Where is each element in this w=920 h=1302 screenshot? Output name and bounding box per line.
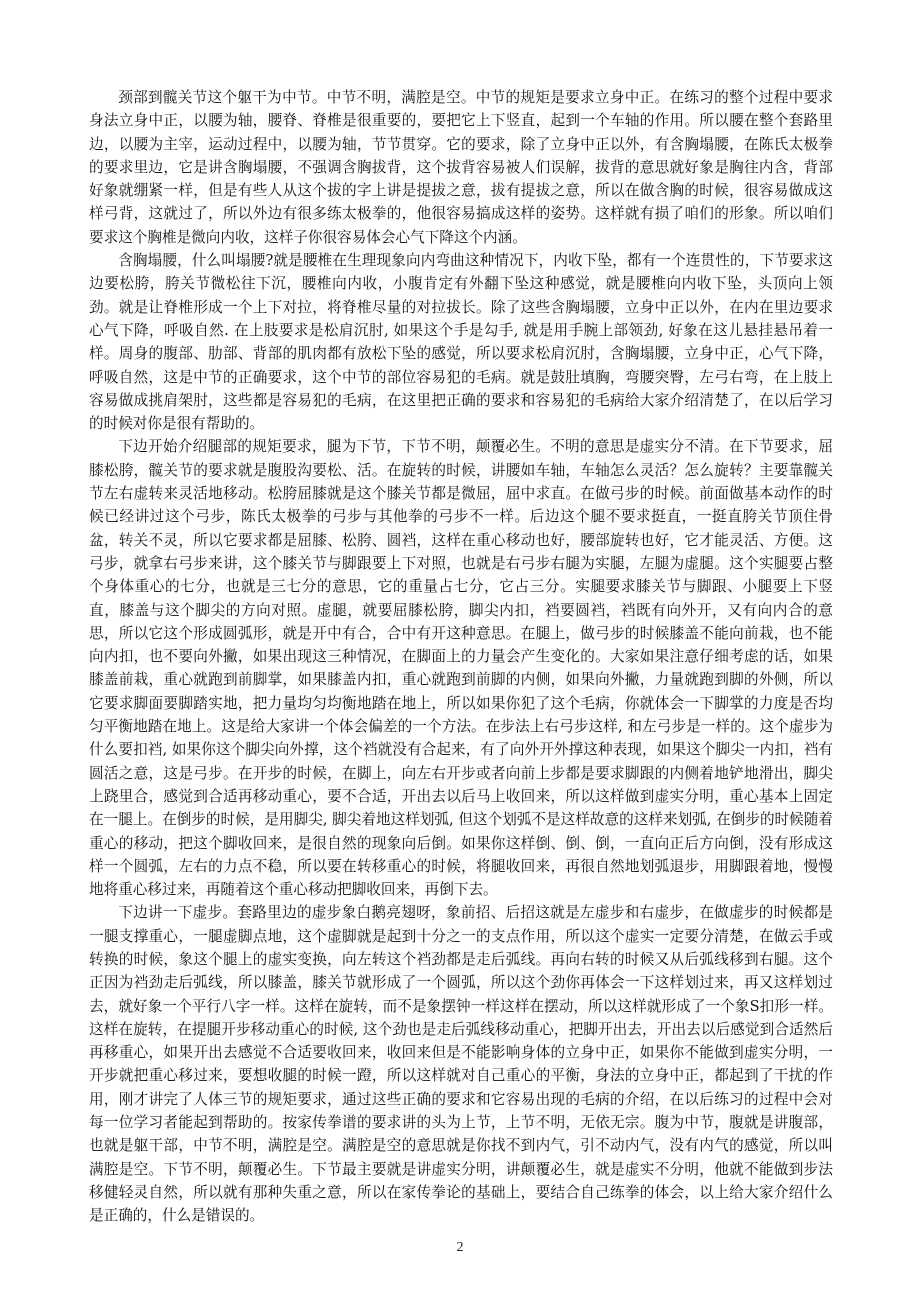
page-number: 2 <box>456 1240 464 1255</box>
paragraph: 含胸塌腰，什么叫塌腰?就是腰椎在生理现象向内弯曲这种情况下，内收下坠，都有一个连贯性的，下节要求这边要松胯，胯关节微松往下沉，腰椎向内收，小腹肯定有外翻下坠这种感觉，就是腰椎向内收下坠，头顶向上领劲。就是让脊椎形成一个上下对拉，将脊椎尽量的对拉拔长。除了这些含胸塌腰，立身中正以外，在内在里边要求心气下降，呼吸自然. 在上肢要求是松肩沉肘, 如果这个手是勾手, 就是用手腕上部领劲, 好象在这儿悬挂悬吊着一样。周身的腹部、肋部、背部的肌肉都有放松下坠的感觉，所以要求松肩沉肘，含胸塌腰，立身中正，心气下降，呼吸自然，这是中节的正确要求，这个中节的部位容易犯的毛病。就是鼓肚填胸，弯腰突臀，左弓右弯，在上肢上容易做成挑肩架肘，这些都是容易犯的毛病，在这里把正确的要求和容易犯的毛病给大家介绍清楚了，在以后学习的时候对你是很有帮助的。 <box>89 252 833 433</box>
paragraph: 颈部到髋关节这个躯干为中节。中节不明，满腔是空。中节的规矩是要求立身中正。在练习的整个过程中要求身法立身中正，以腰为轴，腰脊、脊椎是很重要的，要把它上下竖直，起到一个车轴的作用。所以腰在整个套路里边，以腰为主宰，运动过程中，以腰为轴，节节贯穿。它的要求，除了立身中正以外，有含胸塌腰，在陈氏太极拳的要求里边，它是讲含胸塌腰，不强调含胸拔背，这个拔背容易被人们误解，拔背的意思就好象是胸往内含，背部好象就绷紧一样，但是有些人从这个拔的字上讲是提拔之意，拔有提拔之意，所以在做含胸的时候，很容易做成这样弓背，这就过了，所以外边有很多练太极拳的，他很容易搞成这样的姿势。这样就有损了咱们的形象。所以咱们要求这个胸椎是微向内收，这样子你很容易体会心气下降这个内涵。 <box>89 89 833 246</box>
paragraph: 下边开始介绍腿部的规矩要求，腿为下节，下节不明，颠覆必生。不明的意思是虚实分不清。在下节要求，屈膝松胯，髋关节的要求就是腹股沟要松、活。在旋转的时候，讲腰如车轴，车轴怎么灵活？怎么旋转？主要靠髋关节左右虚转来灵活地移动。松胯屈膝就是这个膝关节都是微屈，屈中求直。在做弓步的时候。前面做基本动作的时候已经讲过这个弓步，陈氏太极拳的弓步与其他拳的弓步不一样。后边这个腿不要求挺直，一挺直胯关节顶住骨盆，转关不灵，所以它要求都是屈膝、松胯、圆裆，这样在重心移动也好，腰部旋转也好，它才能灵活、方便。这弓步，就拿右弓步来讲，这个膝关节与脚跟要上下对照，也就是右弓步右腿为实腿，左腿为虚腿。这个实腿要占整个身体重心的七分，也就是三七分的意思，它的重量占七分，它占三分。实腿要求膝关节与脚跟、小腿要上下竖直，膝盖与这个脚尖的方向对照。虚腿，就要屈膝松胯，脚尖内扣，裆要圆裆，裆既有向外开，又有向内合的意思，所以它这个形成圆弧形，就是开中有合，合中有开这种意思。在腿上，做弓步的时候膝盖不能向前栽，也不能向内扣，也不要向外撇，如果出现这三种情况，在脚面上的力量会产生变化的。大家如果注意仔细考虑的话，如果膝盖前栽，重心就跑到前脚掌，如果膝盖内扣，重心就跑到前脚的内侧，如果向外撇，力量就跑到脚的外侧，所以它要求脚面要脚踏实地，把力量均匀均衡地踏在地上，所以如果你犯了这个毛病，你就体会一下脚掌的力度是否均匀平衡地踏在地上。这是给大家讲一个体会偏差的一个方法。在步法上右弓步这样, 和左弓步是一样的。这个虚步为什么要扣裆, 如果你这个脚尖向外撑，这个裆就没有合起来，有了向外开外撑这种表现，如果这个脚尖一内扣，裆有圆活之意，这是弓步。在开步的时候，在脚上，向左右开步或者向前上步都是要求脚跟的内侧着地铲地滑出，脚尖上跷里合，感觉到合适再移动重心，要不合适，开出去以后马上收回来，所以这样做到虚实分明，重心基本上固定在一腿上。在倒步的时候，是用脚尖, 脚尖着地这样划弧, 但这个划弧不是这样故意的这样来划弧, 在倒步的时候随着重心的移动，把这个脚收回来，是很自然的现象向后倒。如果你这样倒、倒、倒，一直向正后方向倒，没有形成这样一个圆弧，左右的力点不稳，所以要在转移重心的时候，将腿收回来，再很自然地划弧退步，用脚跟着地，慢慢地将重心移过来，再随着这个重心移动把脚收回来，再倒下去。 <box>89 438 833 899</box>
document-body <box>89 86 833 1228</box>
paragraph: 下边讲一下虚步。套路里边的虚步象白鹅亮翅呀，象前招、后招这就是左虚步和右虚步，在做虚步的时候都是一腿支撑重心，一腿虚脚点地，这个虚脚就是起到十分之一的支点作用，所以这个虚实一定要分清楚，在做云手或转换的时候，象这个腿上的虚实变换，向左转这个裆劲都是走后弧线。再向右转的时候又从后弧线移到右腿。这个正因为裆劲走后弧线，所以膝盖，膝关节就形成了一个圆弧，所以这个劲你再体会一下这样划过来，再又这样划过去，就好象一个平行八字一样。这样在旋转，而不是象摆钟一样这样在摆动，所以这样就形成了一个象S扣形一样。这样在旋转，在提腿开步移动重心的时候, 这个劲也是走后弧线移动重心，把脚开出去，开出去以后感觉到合适然后再移重心，如果开出去感觉不合适要收回来，收回来但是不能影响身体的立身中正，如果你不能做到虚实分明，一开步就把重心移过来，要想收腿的时候一蹬，所以这样就对自己重心的平衡，身法的立身中正，都起到了干扰的作用，刚才讲完了人体三节的规矩要求，通过这些正确的要求和它容易出现的毛病的介绍，在以后练习的过程中会对每一位学习者能起到帮助的。按家传拳谱的要求讲的头为上节，上节不明，无依无宗。腹为中节，腹就是讲腹部，也就是躯干部，中节不明，满腔是空。满腔是空的意思就是你找不到内气，引不动内气，没有内气的感觉，所以叫满腔是空。下节不明，颠覆必生。下节最主要就是讲虚实分明，讲颠覆必生，就是虚实不分明，他就不能做到步法移健轻灵自然，所以就有那种失重之意，所以在家传拳论的基础上，要结合自己练拳的体会，以上给大家介绍什么是正确的，什么是错误的。 <box>89 904 833 1225</box>
